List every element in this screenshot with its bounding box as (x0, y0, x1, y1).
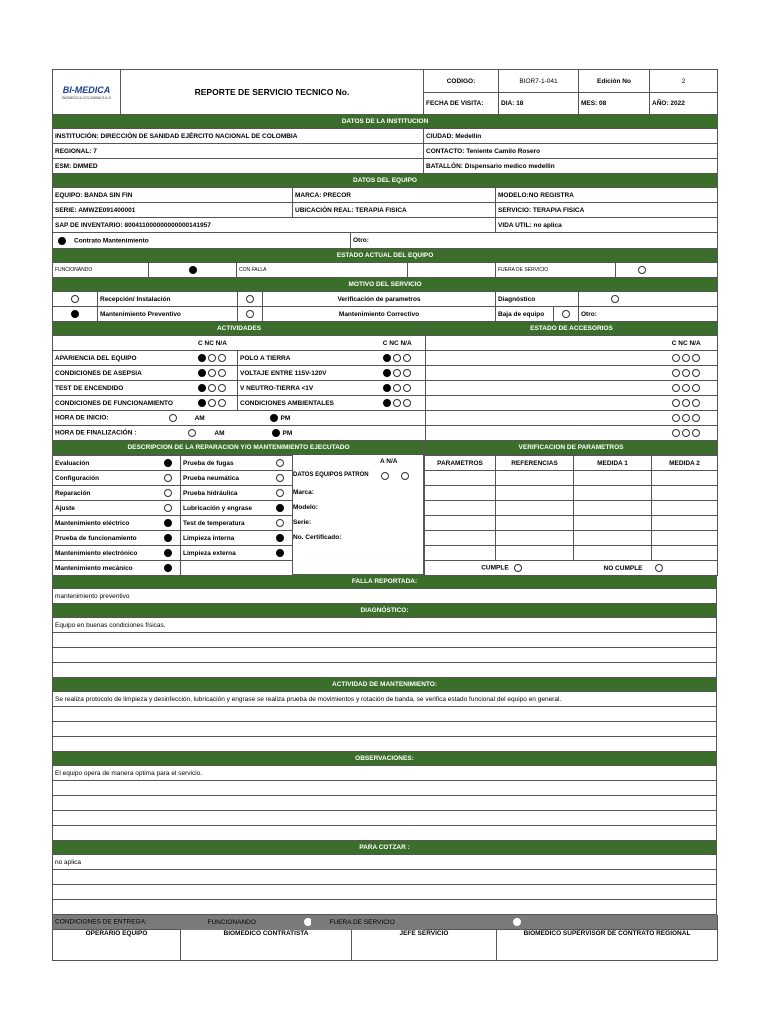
activity-na-radio[interactable] (218, 399, 226, 407)
firma-biomedico-contratista[interactable]: BIOMEDICO CONTRATISTA (181, 930, 352, 961)
accessory-c-radio[interactable] (672, 369, 680, 377)
entrega-fuera-radio[interactable] (513, 918, 521, 926)
cotizar-section-header: PARA COTZAR : (53, 841, 717, 855)
activity-c-radio[interactable] (198, 369, 206, 377)
repair-task-radio[interactable] (276, 519, 284, 527)
param-cell[interactable] (652, 471, 718, 486)
accessory-nc-radio[interactable] (682, 399, 690, 407)
param-cell[interactable] (425, 531, 496, 546)
falla-section-header: FALLA REPORTADA: (53, 575, 717, 589)
repair-task-radio[interactable] (164, 549, 172, 557)
contacto-field[interactable]: CONTACTO: Teniente Camilo Rosero (424, 144, 718, 159)
activity-c-radio[interactable] (383, 369, 391, 377)
blank-line[interactable] (53, 722, 717, 737)
param-cell[interactable] (574, 546, 652, 561)
param-cell[interactable] (496, 531, 574, 546)
repair-task-label: Ajuste (53, 501, 157, 516)
recepcion-label: Recepción/ Instalación (98, 292, 238, 307)
am-label: AM (214, 429, 225, 437)
pm-label: PM (282, 429, 293, 437)
activity-label: POLO A TIERRA (238, 351, 370, 366)
status-section-header: ESTADO ACTUAL DEL EQUIPO (53, 249, 718, 263)
repair-col1 (52, 455, 181, 576)
entrega-fuera-label: FUERA DE SERVICIO (329, 918, 395, 926)
correctivo-radio[interactable] (246, 310, 254, 318)
blank-line[interactable] (53, 870, 717, 885)
patron-na-radio[interactable] (401, 472, 409, 480)
accessory-na-radio[interactable] (692, 399, 700, 407)
activity-nc-radio[interactable] (393, 354, 401, 362)
accessory-c-radio[interactable] (672, 429, 680, 437)
param-cell[interactable] (652, 501, 718, 516)
baja-label: Baja de equipo (496, 307, 554, 322)
verification-section-header: VERIFICACION DE PARAMETROS (425, 441, 718, 455)
con-falla-label: CON FALLA (237, 263, 408, 278)
report-header (52, 69, 718, 115)
repair-task-label: Reparación (53, 486, 157, 501)
patron-serie-field[interactable]: Serie: (293, 519, 312, 526)
serie-field[interactable]: SERIE: AMWZE091400001 (53, 203, 293, 218)
param-cell[interactable] (574, 516, 652, 531)
institucion-field[interactable]: INSTITUCIÓN: DIRECCIÓN DE SANIDAD EJÉRCITO NACIONAL DE COLOMBIA (53, 129, 424, 144)
repair-task-label: Evaluación (53, 456, 157, 471)
accessory-na-radio[interactable] (692, 384, 700, 392)
activity-na-radio[interactable] (218, 369, 226, 377)
repair-task-radio[interactable] (276, 549, 284, 557)
pm-label: PM (280, 414, 291, 422)
patron-label: DATOS EQUIPOS PATRON (293, 472, 369, 478)
logo-subtext: BIOMEDICA COLOMBIA S.A.S (62, 95, 111, 100)
repair-task-label: Mantenimiento eléctrico (53, 516, 157, 531)
a-na-header: A N/A (380, 458, 398, 465)
repair-task-label: Prueba de funcionamiento (53, 531, 157, 546)
activity-nc-radio[interactable] (208, 354, 216, 362)
accessory-na-radio[interactable] (692, 354, 700, 362)
repair-task-label: Prueba hidráulica (181, 486, 269, 501)
repair-task-label: Mantenimiento mecánico (53, 561, 157, 576)
accessories-section-header: ESTADO DE ACCESORIOS (426, 322, 718, 336)
falla-text[interactable]: mantenimiento preventivo (53, 589, 717, 604)
activity-c-radio[interactable] (198, 399, 206, 407)
repair-task-label: Limpieza interna (181, 531, 269, 546)
firma-jefe-servicio[interactable]: JEFE SERVICIO (352, 930, 497, 961)
entrega-section (52, 915, 718, 930)
blank-line[interactable] (53, 796, 717, 811)
repair-grid (52, 455, 717, 575)
reason-section-header: MOTIVO DEL SERVICIO (53, 278, 718, 292)
param-cell[interactable] (425, 471, 496, 486)
repair-task-label: Test de temperatura (181, 516, 269, 531)
activity-nc-radio[interactable] (208, 384, 216, 392)
param-cell[interactable] (652, 546, 718, 561)
activity-label: VOLTAJE ENTRE 115V-120V (238, 366, 370, 381)
actividad-section-header: ACTIVIDAD DE MANTENIMIENTO: (53, 678, 717, 692)
repair-task-label: Lubricación y engrase (181, 501, 269, 516)
repair-task-radio[interactable] (164, 564, 172, 572)
blank-line[interactable] (53, 648, 717, 663)
company-logo (53, 70, 121, 115)
contrato-radio[interactable] (58, 237, 66, 245)
recepcion-radio[interactable] (71, 295, 79, 303)
institution-section (52, 115, 718, 174)
param-cell[interactable] (496, 516, 574, 531)
param-cell[interactable] (425, 546, 496, 561)
patron-block (292, 455, 424, 575)
activity-na-radio[interactable] (403, 384, 411, 392)
contract-row (52, 233, 718, 249)
parametros-header: PARAMETROS (425, 456, 496, 471)
param-cell[interactable] (574, 471, 652, 486)
accessory-c-radio[interactable] (672, 384, 680, 392)
entrega-funcionando-check[interactable] (304, 918, 311, 926)
blank-line[interactable] (53, 633, 717, 648)
patron-modelo-field[interactable]: Modelo: (293, 504, 318, 511)
blank-line[interactable] (53, 663, 717, 678)
hora-inicio-pm-radio[interactable] (270, 414, 278, 422)
accessory-nc-radio[interactable] (682, 384, 690, 392)
activity-na-radio[interactable] (403, 399, 411, 407)
ubicacion-field[interactable]: UBICACIÓN REAL: TERAPIA FISICA (293, 203, 496, 218)
param-cell[interactable] (425, 486, 496, 501)
sap-field[interactable]: SAP DE INVENTARIO: 800411000000000000141957 (53, 218, 496, 233)
accessory-c-radio[interactable] (672, 354, 680, 362)
otro-field[interactable]: Otro: (351, 233, 718, 249)
fuera-servicio-label: FUERA DE SERVICIO (496, 263, 616, 278)
service-report-form (52, 69, 717, 961)
activity-label: V NEUTRO-TIERRA <1V (238, 381, 370, 396)
modelo-field[interactable]: MODELO:NO REGISTRA (496, 188, 718, 203)
accessory-c-radio[interactable] (672, 399, 680, 407)
mes-field[interactable]: MES: 08 (579, 93, 650, 115)
repair-task-label: Configuración (53, 471, 157, 486)
marca-field[interactable]: MARCA: PRECOR (293, 188, 496, 203)
signatures-section (52, 930, 718, 961)
repair-task-radio[interactable] (164, 489, 172, 497)
institution-section-header: DATOS DE LA INSTITUCION (53, 115, 718, 129)
cnc-header-left: C NC N/A (188, 336, 238, 351)
fuera-servicio-radio[interactable] (638, 266, 646, 274)
param-cell[interactable] (652, 486, 718, 501)
diagnostico-label: Diagnóstico (496, 292, 579, 307)
reason-section (52, 278, 718, 322)
repair-task-radio[interactable] (276, 474, 284, 482)
accessory-c-radio[interactable] (672, 414, 680, 422)
blank-line[interactable] (53, 900, 717, 915)
repair-task-label: Mantenimiento electrónico (53, 546, 157, 561)
blank-line[interactable] (53, 826, 717, 841)
equipment-section (52, 174, 718, 233)
cnc-header-right: C NC N/A (370, 336, 426, 351)
entrega-funcionando-label: FUNCIONANDO (207, 918, 256, 926)
activity-nc-radio[interactable] (208, 369, 216, 377)
funcionando-label: FUNCIONANDO (53, 263, 149, 278)
preventivo-label: Mantenimiento Preventivo (98, 307, 238, 322)
activities-section (52, 322, 718, 441)
param-cell[interactable] (496, 471, 574, 486)
accessory-nc-radio[interactable] (682, 414, 690, 422)
activity-label: APARIENCIA DEL EQUIPO (53, 351, 188, 366)
accessory-nc-radio[interactable] (682, 354, 690, 362)
accessory-nc-radio[interactable] (682, 369, 690, 377)
cumple-radio[interactable] (514, 564, 522, 572)
actividad-text[interactable]: Se realiza protocolo de limpieza y desinfección, lubricación y engrase se realiza prueba de movimientos y rotación de banda, se verifica estado funcional del equipo en general. (53, 692, 717, 707)
repair-task-radio[interactable] (164, 504, 172, 512)
funcionando-radio[interactable] (189, 266, 197, 274)
falla-section (52, 575, 717, 915)
accessory-na-radio[interactable] (692, 429, 700, 437)
blank-line[interactable] (53, 811, 717, 826)
param-cell[interactable] (496, 486, 574, 501)
motivo-otro-field[interactable]: Otro: (579, 307, 718, 322)
hora-inicio-label: HORA DE INICIO: (55, 414, 109, 422)
activity-nc-radio[interactable] (393, 384, 401, 392)
activity-label: CONDICIONES DE ASEPSIA (53, 366, 188, 381)
contrato-label: Contrato Mantenimiento (74, 237, 149, 245)
firma-supervisor[interactable]: BIOMEDICO SUPERVISOR DE CONTRATO REGIONAL (497, 930, 718, 961)
accessory-na-radio[interactable] (692, 414, 700, 422)
batallon-field[interactable]: BATALLÓN: Dispensario medico medellin (424, 159, 718, 174)
param-cell[interactable] (574, 501, 652, 516)
activity-na-radio[interactable] (218, 384, 226, 392)
accessory-nc-radio[interactable] (682, 429, 690, 437)
baja-radio[interactable] (562, 310, 570, 318)
status-section (52, 249, 718, 278)
parameters-table (424, 455, 718, 576)
diagnostico-radio[interactable] (611, 295, 619, 303)
equipo-field[interactable]: EQUIPO: BANDA SIN FIN (53, 188, 293, 203)
activity-c-radio[interactable] (198, 384, 206, 392)
servicio-field[interactable]: SERVICIO: TERAPIA FISICA (496, 203, 718, 218)
equipment-section-header: DATOS DEL EQUIPO (53, 174, 718, 188)
anio-field[interactable]: AÑO: 2022 (650, 93, 718, 115)
cotizar-text[interactable]: no aplica (53, 855, 717, 870)
accessory-na-radio[interactable] (692, 369, 700, 377)
repair-task-radio[interactable] (276, 459, 284, 467)
param-cell[interactable] (496, 546, 574, 561)
activity-nc-radio[interactable] (393, 369, 401, 377)
hora-fin-pm-radio[interactable] (272, 429, 280, 437)
medida1-header: MEDIDA 1 (574, 456, 652, 471)
diagnostico-section-header: DIAGNÓSTICO: (53, 604, 717, 618)
activity-nc-radio[interactable] (393, 399, 401, 407)
observaciones-text[interactable]: El equipo opera de manera optima para el servicio. (53, 766, 717, 781)
ciudad-field[interactable]: CIUDAD: Medellin (424, 129, 718, 144)
regional-field[interactable]: REGIONAL: 7 (53, 144, 424, 159)
dia-field[interactable]: DIA: 18 (499, 93, 579, 115)
hora-inicio-am-radio[interactable] (169, 414, 177, 422)
report-title: REPORTE DE SERVICIO TECNICO No. (121, 70, 424, 115)
activity-nc-radio[interactable] (208, 399, 216, 407)
param-cell[interactable] (574, 531, 652, 546)
blank-cell (181, 561, 293, 576)
repair-task-radio[interactable] (276, 504, 284, 512)
cnc-header-accessories: C NC N/A (656, 336, 718, 351)
activity-c-radio[interactable] (198, 354, 206, 362)
activity-label: CONDICIONES AMBIENTALES (238, 396, 370, 411)
codigo-label: CODIGO: (424, 70, 499, 93)
diagnostico-text[interactable]: Equipo en buenas condiciones físicas. (53, 618, 717, 633)
medida2-header: MEDIDA 2 (652, 456, 718, 471)
patron-cert-field[interactable]: No. Certificado: (293, 534, 342, 541)
correctivo-label: Mantenimiento Correctivo (263, 307, 496, 322)
patron-a-radio[interactable] (381, 472, 389, 480)
referencias-header: REFERENCIAS (496, 456, 574, 471)
repair-task-label: Prueba neumática (181, 471, 269, 486)
vida-util-field[interactable]: VIDA UTIL: no aplica (496, 218, 718, 233)
logo-text: BI-MEDICA (62, 84, 111, 95)
observaciones-section-header: OBSERVACIONES: (53, 752, 717, 766)
repair-task-radio[interactable] (276, 489, 284, 497)
fecha-visita-label: FECHA DE VISITA: (424, 93, 499, 115)
repair-task-radio[interactable] (164, 519, 172, 527)
blank-line[interactable] (53, 737, 717, 752)
activity-na-radio[interactable] (403, 369, 411, 377)
repair-section-header: DESCRIPCION DE LA REPARACION Y/O MANTENIMIENTO EJECUTADO (53, 441, 425, 455)
activity-c-radio[interactable] (383, 399, 391, 407)
repair-col2 (180, 455, 293, 576)
preventivo-radio[interactable] (71, 310, 79, 318)
blank-line[interactable] (53, 781, 717, 796)
verificacion-radio[interactable] (246, 295, 254, 303)
no-cumple-label: NO CUMPLE (603, 564, 643, 572)
blank-line[interactable] (53, 885, 717, 900)
repair-task-label: Prueba de fugas (181, 456, 269, 471)
blank-line[interactable] (53, 707, 717, 722)
activity-na-radio[interactable] (403, 354, 411, 362)
repair-section (52, 441, 718, 455)
hora-fin-label: HORA DE FINALIZACIÓN : (55, 429, 137, 437)
esm-field[interactable]: ESM: DMMED (53, 159, 424, 174)
param-cell[interactable] (652, 516, 718, 531)
param-cell[interactable] (574, 486, 652, 501)
activity-na-radio[interactable] (218, 354, 226, 362)
activity-c-radio[interactable] (383, 384, 391, 392)
codigo-value: BIOR7-1-041 (499, 70, 579, 93)
no-cumple-radio[interactable] (655, 564, 663, 572)
firma-operario[interactable]: OPERARIO EQUIPO (53, 930, 181, 961)
verificacion-label: Verificación de parametros (263, 292, 496, 307)
repair-task-label: Limpieza externa (181, 546, 269, 561)
cumple-label: CUMPLE (481, 564, 509, 572)
repair-task-radio[interactable] (164, 474, 172, 482)
repair-task-radio[interactable] (164, 459, 172, 467)
hora-fin-am-radio[interactable] (188, 429, 196, 437)
entrega-label: CONDICIONES DE ENTREGA: (55, 918, 147, 926)
param-cell[interactable] (425, 501, 496, 516)
activity-c-radio[interactable] (383, 354, 391, 362)
edicion-value: 2 (650, 70, 718, 93)
edicion-label: Edición No (579, 70, 650, 93)
activities-section-header: ACTIVIDADES (53, 322, 426, 336)
repair-task-radio[interactable] (276, 534, 284, 542)
patron-marca-field[interactable]: Marca: (293, 489, 314, 496)
param-cell[interactable] (496, 501, 574, 516)
param-cell[interactable] (425, 516, 496, 531)
am-label: AM (194, 414, 205, 422)
activity-label: CONDICIONES DE FUNCIONAMIENTO (53, 396, 188, 411)
repair-task-radio[interactable] (164, 534, 172, 542)
param-cell[interactable] (652, 531, 718, 546)
activity-label: TEST DE ENCENDIDO (53, 381, 188, 396)
